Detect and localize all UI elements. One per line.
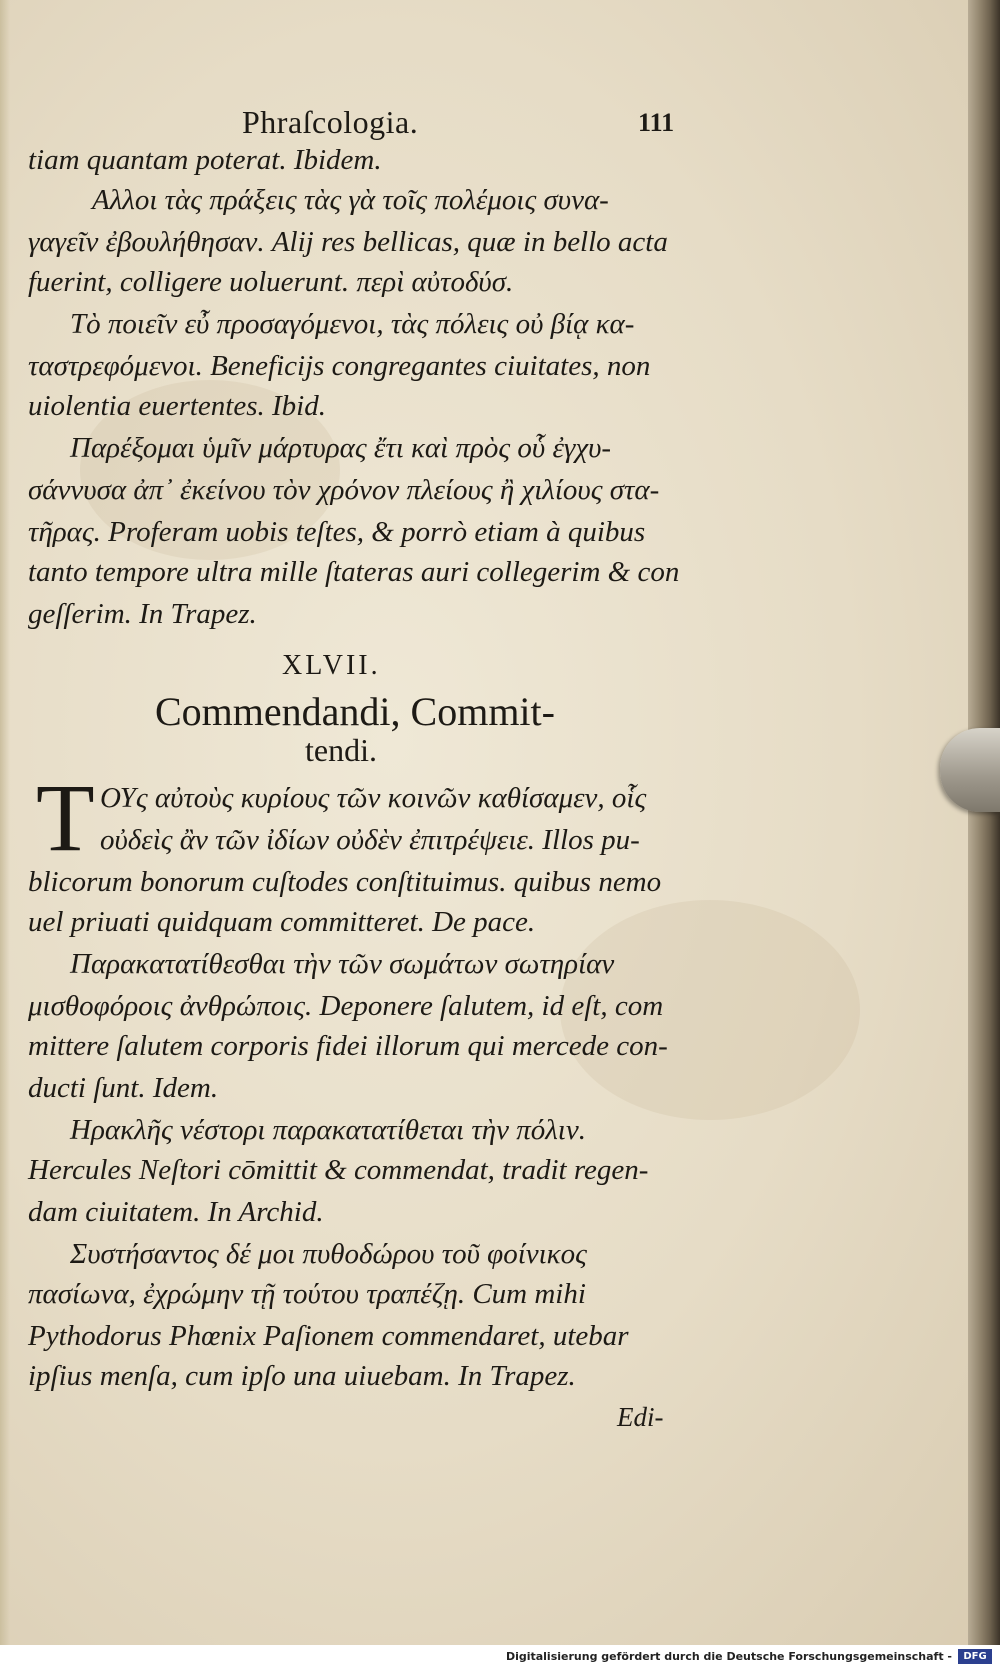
text-line: Ηρακλῆς νέστορι παρακατατίθεται τὴν πόλιν. [70, 1114, 586, 1146]
page-number: 111 [638, 108, 675, 137]
text-line: Συστήσαντος δέ μοι πυθοδώρου τοῦ φοίνικος [70, 1238, 587, 1270]
text-line: ΟΥς αὐτοὺς κυρίους τῶν κοινῶν καθίσαμεν, οἷς [100, 782, 647, 814]
text-line: uiolentia euertentes. Ibid. [28, 390, 326, 422]
text-line: οὐδεὶς ἂν τῶν ἰδίων οὐδὲν ἐπιτρέψειε. Illos pu- [100, 824, 640, 856]
text-line: blicorum bonorum cuſtodes conſtituimus. quibus nemo [28, 866, 662, 898]
text-line: τῆρας. Proferam uobis teſtes, & porrò etiam à quibus [28, 516, 646, 548]
text-line: πασίωνα, ἐχρώμην τῇ τούτου τραπέζῃ. Cum mihi [28, 1278, 586, 1310]
text-line: fuerint, colligere uoluerunt. περὶ αὐτοδύσ. [28, 266, 514, 298]
text-line: Παρακατατίθεσθαι τὴν τῶν σωμάτων σωτηρίαν [70, 948, 615, 980]
text-line: ipſius menſa, cum ipſo una uiuebam. In Trapez. [28, 1360, 576, 1392]
text-line: Τὸ ποιεῖν εὖ προσαγόμενοι, τὰς πόλεις οὐ βίᾳ κα- [70, 308, 635, 340]
text-line: mittere ſalutem corporis fidei illorum qui mercede con- [28, 1030, 668, 1062]
chapter-title-continued: tendi. [305, 732, 377, 768]
text-line: dam ciuitatem. In Archid. [28, 1196, 324, 1228]
text-line: γαγεῖν ἐβουλήθησαν. Alij res bellicas, quæ in bello acta [28, 226, 668, 258]
text-line: Παρέξομαι ὑμῖν μάρτυρας ἔτι καὶ πρὸς οὗ ἐγχυ- [70, 432, 612, 464]
text-line: tiam quantam poterat. Ibidem. [28, 144, 382, 176]
text-line: geſſerim. In Trapez. [28, 598, 257, 630]
text-line: σάννυσα ἀπ᾽ ἐκείνου τὸν χρόνον πλείους ἢ χιλίους στα- [28, 474, 660, 506]
text-line: ducti ſunt. Idem. [28, 1072, 219, 1104]
text-line: ταστρεφόμενοι. Beneficijs congregantes ciuitates, non [28, 350, 651, 382]
catchword: Edi- [617, 1402, 664, 1432]
chapter-number: XLVII. [282, 650, 381, 681]
text-line: Hercules Neſtori cōmittit & commendat, tradit regen- [28, 1154, 649, 1186]
digitization-credit: Digitalisierung gefördert durch die Deutsche Forschungsgemeinschaft - [505, 1650, 952, 1663]
chapter-title: Commendandi, Commit- [155, 689, 555, 734]
dfg-logo: DFG [958, 1649, 992, 1664]
running-title: Phraſcologia. [242, 104, 419, 140]
text-line: Αλλοι τὰς πράξεις τὰς γὰ τοῖς πολέμοις συνα- [92, 184, 609, 216]
drop-cap: T [36, 764, 95, 871]
text-line: μισθοφόροις ἀνθρώποις. Deponere ſalutem, id eſt, com [28, 990, 664, 1022]
text-line: tanto tempore ultra mille ſtateras auri collegerim & con [28, 556, 680, 588]
text-line: Pythodorus Phœnix Paſionem commendaret, utebar [28, 1320, 629, 1352]
text-line: uel priuati quidquam committeret. De pace. [28, 906, 536, 938]
